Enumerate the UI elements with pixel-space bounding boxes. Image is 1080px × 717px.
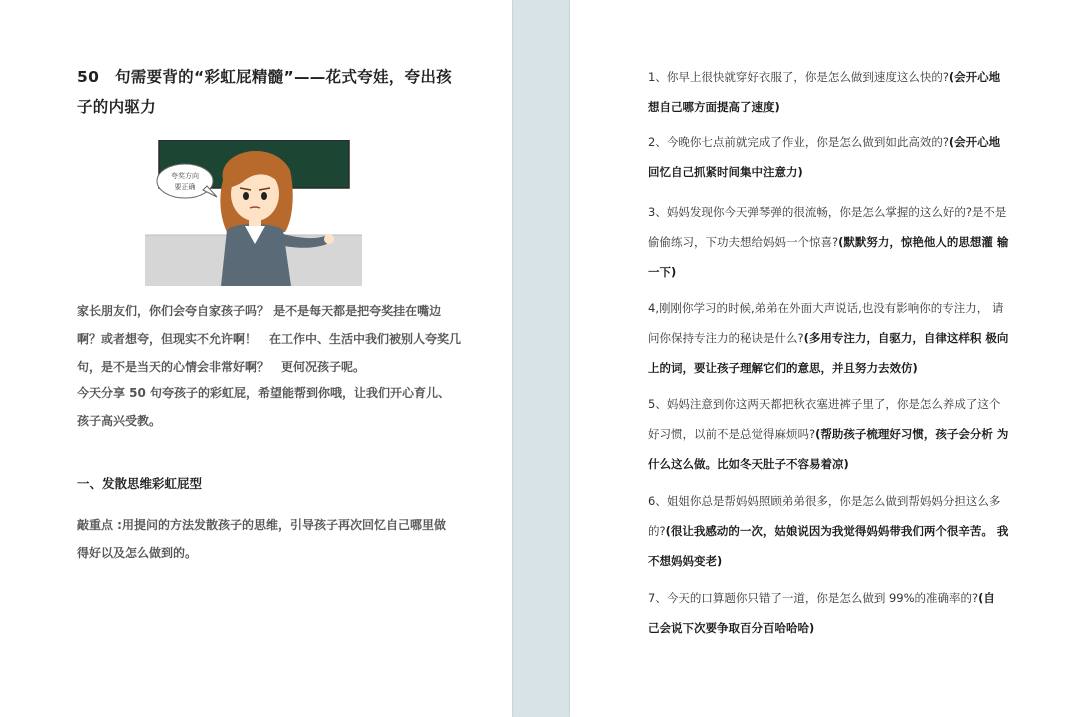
question-answer: (多用专注力，自驱力，自律这样积 极向上的词，要让孩子理解它们的意思，并且努力去效仿): [648, 331, 1009, 375]
question-item: [648, 62, 1010, 122]
question-text: 1、你早上很快就穿好衣服了，你是怎么做到速度这么快的?: [648, 70, 949, 84]
question-answer: (会开心地 回忆自己抓紧时间集中注意力): [648, 135, 1001, 179]
question-answer: (很让我感动的一次，姑娘说因为我觉得妈妈带我们两个很辛苦。 我不想妈妈变老): [648, 524, 1009, 568]
question-answer: (会开心地想自己哪方面提高了速度): [648, 70, 1001, 114]
question-answer: (默默努力，惊艳他人的思想灌 输一下): [648, 235, 1009, 279]
question-item: [648, 293, 1010, 383]
speech-bubble-line-1: 夸奖方向: [171, 172, 199, 180]
question-answer: (自 己会说下次要争取百分百哈哈哈): [648, 591, 995, 635]
question-item: [648, 486, 1010, 576]
share-paragraph: 今天分享 50 句夸孩子的彩虹屁，希望能帮到你哦，让我们开心育儿、孩子高兴受教。: [77, 386, 451, 428]
key-point-paragraph: 敲重点 :用提问的方法发散孩子的思维，引导孩子再次回忆自己哪里做 得好以及怎么做到的。: [77, 518, 446, 560]
question-item: [648, 583, 1010, 643]
section-title: 一、发散思维彩虹屁型: [77, 476, 203, 491]
question-text: 6、姐姐你总是帮妈妈照顾弟弟很多，你是怎么做到帮妈妈分担这么多 的?: [648, 494, 1001, 538]
question-item: [648, 127, 1010, 187]
intro-paragraph: 家长朋友们，你们会夸自家孩子吗？ 是不是每天都是把夸奖挂在嘴边啊？或者想夸，但现实不允许啊！ 在工作中、生活中我们被别人夸奖几句，是不是当天的心情会非常好啊？ 更何况孩子呢。: [77, 304, 462, 374]
question-text: 3、妈妈发现你今天弹琴弹的很流畅，你是怎么掌握的这么好的?是不是 偷偷练习，下功夫想给妈妈一个惊喜?: [648, 205, 1007, 249]
question-text: 5、妈妈注意到你这两天都把秋衣塞进裤子里了，你是怎么养成了这个 好习惯，以前不是总觉得麻烦吗?: [648, 397, 1001, 441]
left-page: [0, 0, 512, 717]
teacher-illustration: [145, 140, 362, 286]
question-item: [648, 197, 1010, 287]
document-title: 50 句需要背的“彩虹屁精髓”——花式夸娃，夸出孩子的内驱力: [77, 68, 452, 116]
question-answer: (帮助孩子梳理好习惯，孩子会分析 为什么这么做。比如冬天肚子不容易着凉): [648, 427, 1009, 471]
question-text: 7、今天的口算题你只错了一道，你是怎么做到 99%的准确率的?: [648, 591, 979, 605]
question-text: 2、今晚你七点前就完成了作业，你是怎么做到如此高效的?: [648, 135, 949, 149]
speech-bubble-line-2: 要正确: [174, 183, 196, 191]
question-item: [648, 389, 1010, 479]
question-text: 4,刚刚你学习的时候,弟弟在外面大声说话,也没有影响你的专注力， 请问你保持专注力的秘诀是什么?: [648, 301, 1004, 345]
